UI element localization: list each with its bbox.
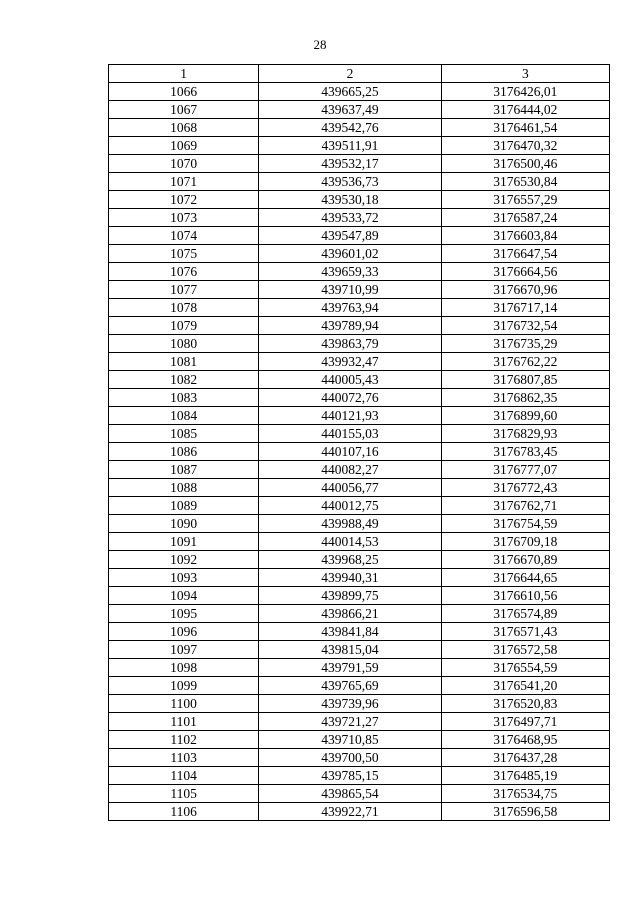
x-coordinate-cell: 440072,76 <box>259 389 441 407</box>
x-coordinate-cell: 439665,25 <box>259 83 441 101</box>
x-coordinate-cell: 439841,84 <box>259 623 441 641</box>
table-body <box>109 83 610 821</box>
point-number-cell: 1075 <box>109 245 259 263</box>
y-coordinate-cell: 3176497,71 <box>441 713 609 731</box>
column-header-3: 3 <box>441 65 609 83</box>
y-coordinate-cell: 3176554,59 <box>441 659 609 677</box>
table-row <box>109 227 610 245</box>
y-coordinate-cell: 3176807,85 <box>441 371 609 389</box>
y-coordinate-cell: 3176520,83 <box>441 695 609 713</box>
table-row <box>109 497 610 515</box>
y-coordinate-cell: 3176603,84 <box>441 227 609 245</box>
table-row <box>109 245 610 263</box>
coordinates-table <box>108 64 610 821</box>
point-number-cell: 1076 <box>109 263 259 281</box>
x-coordinate-cell: 440082,27 <box>259 461 441 479</box>
y-coordinate-cell: 3176500,46 <box>441 155 609 173</box>
column-header-1: 1 <box>109 65 259 83</box>
table-row <box>109 353 610 371</box>
point-number-cell: 1066 <box>109 83 259 101</box>
table-row <box>109 389 610 407</box>
point-number-cell: 1098 <box>109 659 259 677</box>
point-number-cell: 1071 <box>109 173 259 191</box>
table-row <box>109 443 610 461</box>
point-number-cell: 1083 <box>109 389 259 407</box>
point-number-cell: 1101 <box>109 713 259 731</box>
point-number-cell: 1084 <box>109 407 259 425</box>
table-row <box>109 317 610 335</box>
y-coordinate-cell: 3176772,43 <box>441 479 609 497</box>
x-coordinate-cell: 439700,50 <box>259 749 441 767</box>
table-row <box>109 335 610 353</box>
table-row <box>109 641 610 659</box>
y-coordinate-cell: 3176732,54 <box>441 317 609 335</box>
point-number-cell: 1089 <box>109 497 259 515</box>
point-number-cell: 1087 <box>109 461 259 479</box>
y-coordinate-cell: 3176783,45 <box>441 443 609 461</box>
x-coordinate-cell: 439899,75 <box>259 587 441 605</box>
x-coordinate-cell: 439866,21 <box>259 605 441 623</box>
table-header <box>109 65 610 83</box>
x-coordinate-cell: 440012,75 <box>259 497 441 515</box>
x-coordinate-cell: 439721,27 <box>259 713 441 731</box>
table-row <box>109 767 610 785</box>
point-number-cell: 1072 <box>109 191 259 209</box>
y-coordinate-cell: 3176644,65 <box>441 569 609 587</box>
point-number-cell: 1102 <box>109 731 259 749</box>
x-coordinate-cell: 439791,59 <box>259 659 441 677</box>
y-coordinate-cell: 3176735,29 <box>441 335 609 353</box>
point-number-cell: 1069 <box>109 137 259 155</box>
table-row <box>109 263 610 281</box>
x-coordinate-cell: 440014,53 <box>259 533 441 551</box>
point-number-cell: 1092 <box>109 551 259 569</box>
point-number-cell: 1085 <box>109 425 259 443</box>
page-number: 28 <box>313 37 327 52</box>
y-coordinate-cell: 3176444,02 <box>441 101 609 119</box>
point-number-cell: 1067 <box>109 101 259 119</box>
y-coordinate-cell: 3176664,56 <box>441 263 609 281</box>
x-coordinate-cell: 440005,43 <box>259 371 441 389</box>
table-row <box>109 407 610 425</box>
table-row <box>109 281 610 299</box>
column-header-2: 2 <box>259 65 441 83</box>
y-coordinate-cell: 3176426,01 <box>441 83 609 101</box>
point-number-cell: 1068 <box>109 119 259 137</box>
table-row <box>109 551 610 569</box>
table-row <box>109 299 610 317</box>
x-coordinate-cell: 439532,17 <box>259 155 441 173</box>
point-number-cell: 1099 <box>109 677 259 695</box>
point-number-cell: 1091 <box>109 533 259 551</box>
table-row <box>109 695 610 713</box>
x-coordinate-cell: 440056,77 <box>259 479 441 497</box>
point-number-cell: 1103 <box>109 749 259 767</box>
table-row <box>109 749 610 767</box>
x-coordinate-cell: 439710,85 <box>259 731 441 749</box>
y-coordinate-cell: 3176574,89 <box>441 605 609 623</box>
y-coordinate-cell: 3176829,93 <box>441 425 609 443</box>
x-coordinate-cell: 439815,04 <box>259 641 441 659</box>
y-coordinate-cell: 3176461,54 <box>441 119 609 137</box>
y-coordinate-cell: 3176862,35 <box>441 389 609 407</box>
x-coordinate-cell: 440107,16 <box>259 443 441 461</box>
table-row <box>109 605 610 623</box>
table-row <box>109 803 610 821</box>
x-coordinate-cell: 439932,47 <box>259 353 441 371</box>
table-row <box>109 119 610 137</box>
x-coordinate-cell: 439865,54 <box>259 785 441 803</box>
x-coordinate-cell: 439710,99 <box>259 281 441 299</box>
point-number-cell: 1081 <box>109 353 259 371</box>
x-coordinate-cell: 439785,15 <box>259 767 441 785</box>
y-coordinate-cell: 3176587,24 <box>441 209 609 227</box>
table-row <box>109 677 610 695</box>
x-coordinate-cell: 439968,25 <box>259 551 441 569</box>
table-row <box>109 623 610 641</box>
table-row <box>109 425 610 443</box>
y-coordinate-cell: 3176777,07 <box>441 461 609 479</box>
x-coordinate-cell: 440155,03 <box>259 425 441 443</box>
table-row <box>109 371 610 389</box>
x-coordinate-cell: 439863,79 <box>259 335 441 353</box>
table-row <box>109 83 610 101</box>
x-coordinate-cell: 439922,71 <box>259 803 441 821</box>
point-number-cell: 1080 <box>109 335 259 353</box>
point-number-cell: 1082 <box>109 371 259 389</box>
table-row <box>109 101 610 119</box>
x-coordinate-cell: 439789,94 <box>259 317 441 335</box>
point-number-cell: 1070 <box>109 155 259 173</box>
y-coordinate-cell: 3176762,71 <box>441 497 609 515</box>
header-row <box>109 65 610 83</box>
table-row <box>109 461 610 479</box>
table-row <box>109 587 610 605</box>
x-coordinate-cell: 439511,91 <box>259 137 441 155</box>
table-row <box>109 137 610 155</box>
y-coordinate-cell: 3176572,58 <box>441 641 609 659</box>
y-coordinate-cell: 3176670,96 <box>441 281 609 299</box>
x-coordinate-cell: 439940,31 <box>259 569 441 587</box>
y-coordinate-cell: 3176610,56 <box>441 587 609 605</box>
y-coordinate-cell: 3176468,95 <box>441 731 609 749</box>
table-row <box>109 785 610 803</box>
x-coordinate-cell: 439542,76 <box>259 119 441 137</box>
y-coordinate-cell: 3176762,22 <box>441 353 609 371</box>
point-number-cell: 1100 <box>109 695 259 713</box>
point-number-cell: 1077 <box>109 281 259 299</box>
point-number-cell: 1073 <box>109 209 259 227</box>
table-row <box>109 659 610 677</box>
point-number-cell: 1074 <box>109 227 259 245</box>
y-coordinate-cell: 3176596,58 <box>441 803 609 821</box>
point-number-cell: 1079 <box>109 317 259 335</box>
table-row <box>109 155 610 173</box>
y-coordinate-cell: 3176437,28 <box>441 749 609 767</box>
x-coordinate-cell: 439763,94 <box>259 299 441 317</box>
x-coordinate-cell: 439536,73 <box>259 173 441 191</box>
x-coordinate-cell: 439533,72 <box>259 209 441 227</box>
x-coordinate-cell: 439988,49 <box>259 515 441 533</box>
point-number-cell: 1104 <box>109 767 259 785</box>
point-number-cell: 1078 <box>109 299 259 317</box>
x-coordinate-cell: 439739,96 <box>259 695 441 713</box>
y-coordinate-cell: 3176571,43 <box>441 623 609 641</box>
table-row <box>109 569 610 587</box>
table-row <box>109 173 610 191</box>
y-coordinate-cell: 3176485,19 <box>441 767 609 785</box>
x-coordinate-cell: 439637,49 <box>259 101 441 119</box>
x-coordinate-cell: 439530,18 <box>259 191 441 209</box>
y-coordinate-cell: 3176709,18 <box>441 533 609 551</box>
table-row <box>109 191 610 209</box>
x-coordinate-cell: 439765,69 <box>259 677 441 695</box>
x-coordinate-cell: 439547,89 <box>259 227 441 245</box>
y-coordinate-cell: 3176899,60 <box>441 407 609 425</box>
x-coordinate-cell: 439659,33 <box>259 263 441 281</box>
y-coordinate-cell: 3176557,29 <box>441 191 609 209</box>
point-number-cell: 1086 <box>109 443 259 461</box>
y-coordinate-cell: 3176670,89 <box>441 551 609 569</box>
table-row <box>109 533 610 551</box>
point-number-cell: 1096 <box>109 623 259 641</box>
table-row <box>109 209 610 227</box>
table-row <box>109 713 610 731</box>
point-number-cell: 1095 <box>109 605 259 623</box>
point-number-cell: 1090 <box>109 515 259 533</box>
point-number-cell: 1094 <box>109 587 259 605</box>
y-coordinate-cell: 3176534,75 <box>441 785 609 803</box>
x-coordinate-cell: 440121,93 <box>259 407 441 425</box>
table-row <box>109 479 610 497</box>
point-number-cell: 1106 <box>109 803 259 821</box>
table-row <box>109 515 610 533</box>
table-row <box>109 731 610 749</box>
point-number-cell: 1097 <box>109 641 259 659</box>
y-coordinate-cell: 3176530,84 <box>441 173 609 191</box>
point-number-cell: 1088 <box>109 479 259 497</box>
y-coordinate-cell: 3176541,20 <box>441 677 609 695</box>
x-coordinate-cell: 439601,02 <box>259 245 441 263</box>
point-number-cell: 1093 <box>109 569 259 587</box>
y-coordinate-cell: 3176470,32 <box>441 137 609 155</box>
y-coordinate-cell: 3176754,59 <box>441 515 609 533</box>
y-coordinate-cell: 3176647,54 <box>441 245 609 263</box>
point-number-cell: 1105 <box>109 785 259 803</box>
y-coordinate-cell: 3176717,14 <box>441 299 609 317</box>
